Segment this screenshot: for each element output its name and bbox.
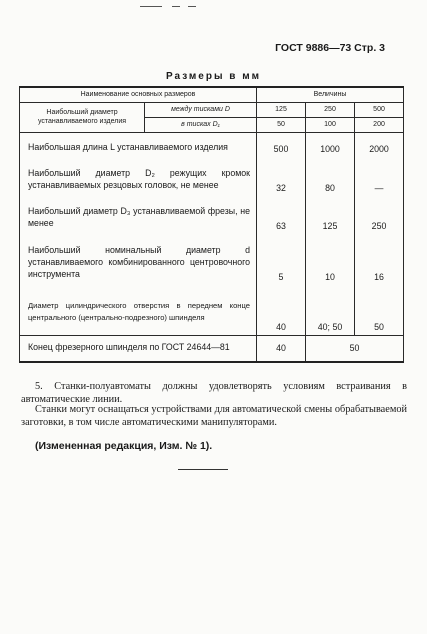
end-divider (178, 469, 228, 470)
row-value-merged: 50 (306, 335, 404, 362)
table-row (20, 132, 404, 157)
row-value: 40 (257, 285, 306, 335)
row-value: 63 (257, 196, 306, 234)
row-value: 40; 50 (306, 285, 355, 335)
row-name: Конец фрезерного шпинделя по ГОСТ 24644—81 (20, 335, 257, 362)
sub1-value: 125 (257, 102, 306, 117)
sub1-value: 250 (306, 102, 355, 117)
sizes-table (19, 86, 404, 363)
paragraph-5: 5. Станки-полуавтоматы должны удовлетворять условиям встраивания в автоматические линии. (21, 381, 407, 405)
row-value: 1000 (306, 132, 355, 157)
row-name: Диаметр цилиндрического отверстия в переднем конце центрального (центрально-подрезного) шпинделя (20, 285, 257, 335)
sub2-value: 50 (257, 117, 306, 132)
row-value: 250 (355, 196, 404, 234)
row-value: 32 (257, 157, 306, 196)
sub-label-1: между тисками D (145, 102, 257, 117)
sub1-value: 500 (355, 102, 404, 117)
sub2-value: 100 (306, 117, 355, 132)
row-value: 2000 (355, 132, 404, 157)
row-value: 80 (306, 157, 355, 196)
row-value: 40 (257, 335, 306, 362)
row-value: 50 (355, 285, 404, 335)
row-name: Наибольшая длина L устанавливаемого изделия (20, 132, 257, 157)
table-row (20, 157, 404, 196)
table-title: Размеры в мм (165, 71, 262, 82)
row-value: 5 (257, 234, 306, 285)
row-name: Наибольший диаметр D₂ режущих кромок устанавливаемых резцовых головок, не менее (20, 157, 257, 196)
sub-label-2: в тисках D₁ (145, 117, 257, 132)
top-dash-marks (140, 6, 200, 8)
page-header-code: ГОСТ 9886—73 Стр. 3 (275, 42, 385, 54)
row-value: 16 (355, 234, 404, 285)
table-row (20, 285, 404, 335)
sub2-value: 200 (355, 117, 404, 132)
amendment-note: (Измененная редакция, Изм. № 1). (35, 440, 213, 452)
paragraph-equipment: Станки могут оснащаться устройствами для автоматической смены обрабатываемой заготовки, в том числе автоматическими манипуляторами. (21, 404, 407, 428)
table-sub-row-1 (20, 102, 404, 117)
header-name-cell: Наименование основных размеров (20, 87, 257, 102)
header-values-cell: Величины (257, 87, 404, 102)
table-header-row (20, 87, 404, 102)
row-name: Наибольший номинальный диаметр d устанавливаемого комбинированного центровочного инструмента (20, 234, 257, 285)
group-label-cell: Наибольший диаметр устанавливаемого изделия (20, 102, 145, 132)
row-value: — (355, 157, 404, 196)
table-row (20, 234, 404, 285)
table-row (20, 196, 404, 234)
row-name: Наибольший диаметр D₃ устанавливаемой фрезы, не менее (20, 196, 257, 234)
table-row (20, 335, 404, 362)
row-value: 500 (257, 132, 306, 157)
row-value: 125 (306, 196, 355, 234)
row-value: 10 (306, 234, 355, 285)
